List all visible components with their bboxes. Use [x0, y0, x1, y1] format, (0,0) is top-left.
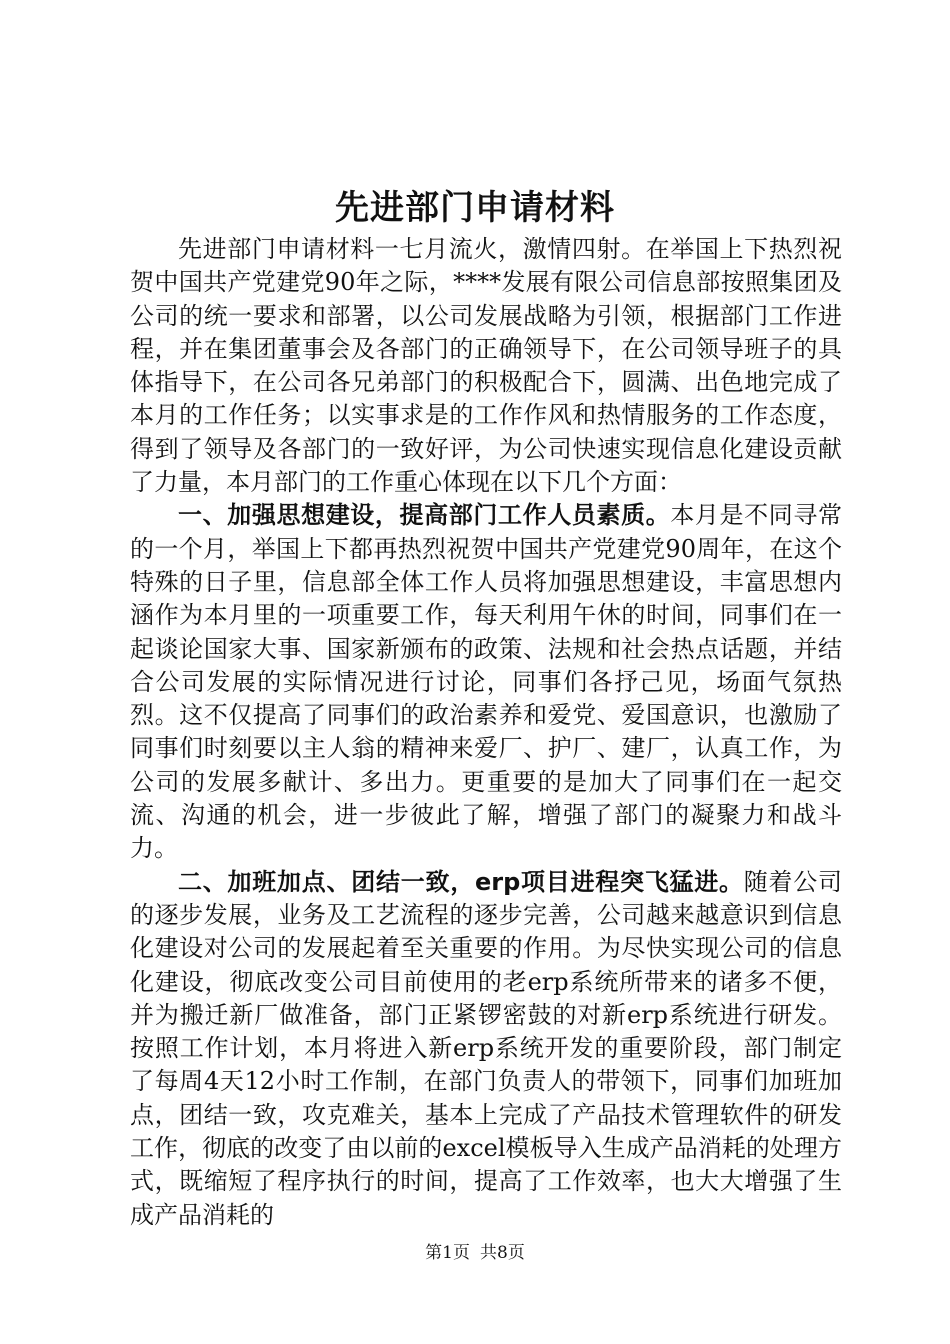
section-2-text: 随着公司的逐步发展，业务及工艺流程的逐步完善，公司越来越意识到信息化建设对公司的发展起着至关重要的作用。为尽快实现公司的信息化建设，彻底改变公司目前使用的老erp系统所带来的诸多不便，并为搬迁新厂做准备，部门正紧锣密鼓的对新erp系统进行研发。按照工作计划，本月将进入新erp系统开发的重要阶段，部门制定了每周4天12小时工作制，在部门负责人的带领下，同事们加班加点，团结一致，攻克难关，基本上完成了产品技术管理软件的研发工作，彻底的改变了由以前的excel模板导入生成产品消耗的处理方式，既缩短了程序执行的时间，提高了工作效率，也大大增强了生成产品消耗的: [130, 867, 843, 1229]
page-total: 共8页: [480, 1243, 525, 1263]
section-1-text: 本月是不同寻常的一个月，举国上下都再热烈祝贺中国共产党建党90周年，在这个特殊的日子里，信息部全体工作人员将加强思想建设，丰富思想内涵作为本月里的一项重要工作，每天利用午休的时间，同事们在一起谈论国家大事、国家新颁布的政策、法规和社会热点话题，并结合公司发展的实际情况进行讨论，同事们各抒己见，场面气氛热烈。这不仅提高了同事们的政治素养和爱党、爱国意识，也激励了同事们时刻要以主人翁的精神来爱厂、护厂、建厂，认真工作，为公司的发展多献计、多出力。更重要的是加大了同事们在一起交流、沟通的机会，进一步彼此了解，增强了部门的凝聚力和战斗力。: [130, 501, 843, 863]
paragraph-intro: [130, 233, 842, 499]
paragraph-intro-text: 先进部门申请材料一七月流火，激情四射。在举国上下热烈祝贺中国共产党建党90年之际，****发展有限公司信息部按照集团及公司的统一要求和部署，以公司发展战略为引领，根据部门工作进程，并在集团董事会及各部门的正确领导下，在公司领导班子的具体指导下，在公司各兄弟部门的积极配合下，圆满、出色地完成了本月的工作任务；以实事求是的工作作风和热情服务的工作态度，得到了领导及各部门的一致好评，为公司快速实现信息化建设贡献了力量，本月部门的工作重心体现在以下几个方面：: [130, 235, 842, 497]
page-number: 第1页: [425, 1243, 470, 1263]
section-2-heading: 二、加班加点、团结一致，erp项目进程突飞猛进。: [178, 867, 744, 896]
document-title: 先进部门申请材料: [335, 188, 615, 228]
paragraph-section-1: [130, 499, 842, 865]
document-body: [130, 233, 842, 1232]
page-footer: [0, 1242, 950, 1264]
paragraph-section-2: [130, 866, 842, 1232]
section-1-heading: 一、加强思想建设，提高部门工作人员素质。: [178, 501, 671, 530]
